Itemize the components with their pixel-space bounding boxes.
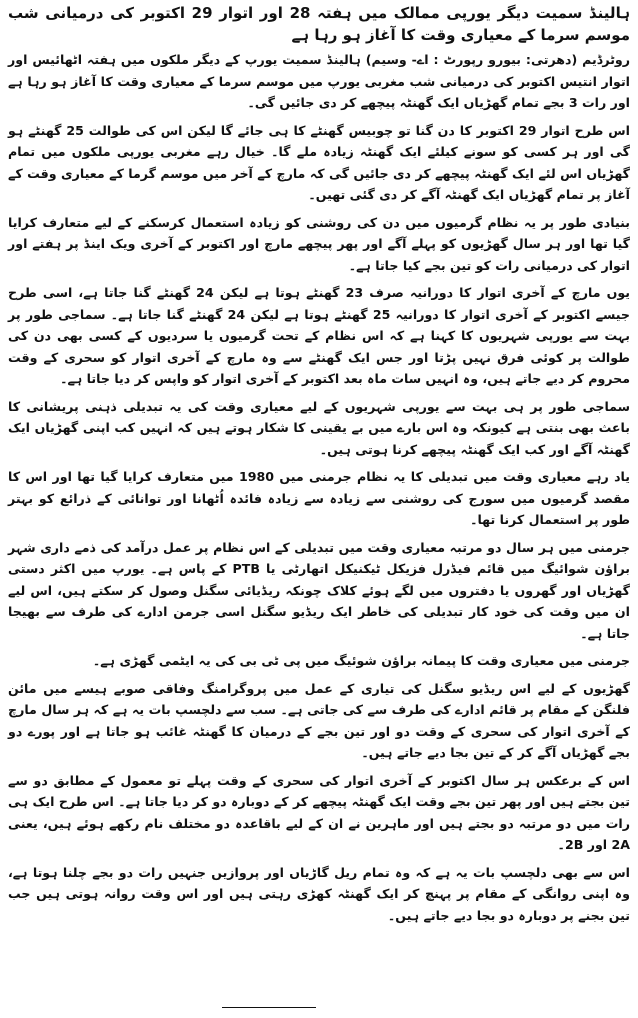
article	[8, 2, 630, 1018]
article-paragraph: اس کے برعکس ہر سال اکتوبر کے آخری اتوار کی سحری کے وقت پہلے تو معمول کے مطابق دو سے تین بجتے ہیں اور پھر تین بجے وقت ایک گھنٹہ پیچھے کر کے دوبارہ دو کر دیا جاتا ہے۔ اس طرح ایک ہی رات میں دو مرتبہ دو بجتے ہیں اور ماہرین نے ان کے لیے باقاعدہ دو مختلف نام رکھے ہوئے ہیں، یعنی 2A اور 2B۔	[8, 772, 630, 852]
article-headline: ہالینڈ سمیت دیگر یورپی ممالک میں ہفتہ 28 اور اتوار 29 اکتوبر کی درمیانی شب موسم سرما کے معیاری وقت کا آغاز ہو رہا ہے	[8, 4, 630, 44]
end-divider	[222, 1007, 316, 1008]
article-paragraph: سماجی طور پر ہی بہت سے یورپی شہریوں کے لیے معیاری وقت کی یہ تبدیلی ذہنی پریشانی کا باعث بھی بنتی ہے کیونکہ وہ اس بارے میں بے یقینی کا شکار ہوتے ہیں کہ انہیں کب اپنی گھڑیاں ایک گھنٹہ آگے اور کب ایک گھنٹہ پیچھے کرنا ہوتی ہیں۔	[8, 398, 630, 457]
article-paragraph: جرمنی میں ہر سال دو مرتبہ معیاری وقت میں تبدیلی کے اس نظام پر عمل درآمد کی ذمے داری شہر براؤن شوائیگ میں قائم فیڈرل فزیکل ٹیکنیکل اتھارٹی یا PTB کے پاس ہے۔ یورپ میں اکثر دستی گھڑیاں اور گھروں یا دفتروں میں لگے ہوئے کلاک چونکہ ریڈیائی سگنل وصول کر سکتے ہیں، اس لیے ان میں وقت کی خود کار تبدیلی کی خاطر ایک ریڈیو سگنل اسی جرمن ادارے کی طرف سے بھیجا جاتا ہے۔	[8, 539, 631, 641]
article-paragraph: جرمنی میں معیاری وقت کا پیمانہ براؤن شوئیگ میں پی ٹی بی کی یہ ایٹمی گھڑی ہے۔	[92, 653, 630, 668]
article-paragraph: بنیادی طور پر یہ نظام گرمیوں میں دن کی روشنی کو زیادہ استعمال کرسکنے کے لیے متعارف کرایا گیا تھا اور ہر سال گھڑیوں کو پہلے آگے اور پھر پیچھے مارچ اور اکتوبر کے آخری ویک اینڈ پر ہفتے اور اتوار کی درمیانی رات کو تین بجے کیا جاتا ہے۔	[8, 214, 630, 273]
article-paragraph: یوں مارچ کے آخری اتوار کا دورانیہ صرف 23 گھنٹے ہوتا ہے لیکن 24 گھنٹے گنا جاتا ہے، اسی طرح جیسے اکتوبر کے آخری اتوار کا دورانیہ 25 گھنٹے ہوتا ہے لیکن 24 گھنٹے گنا جاتا ہے۔ سماجی طور پر بہت سے یورپی شہریوں کا کہنا ہے کہ اس نظام کے تحت گرمیوں یا سردیوں کے کسی بھی دن کی طوالت پر کوئی فرق نہیں پڑتا اور جس ایک گھنٹے سے وہ مارچ کے آخری اتوار کو سحری کے وقت محروم کر دیے جاتے ہیں، وہ انہیں سات ماہ بعد اکتوبر کے آخری اتوار کو واپس کر دیا جاتا ہے۔	[8, 285, 630, 386]
article-paragraph: اس سے بھی دلچسپ بات یہ ہے کہ وہ تمام ریل گاڑیاں اور پروازیں جنہیں رات دو بجے چلنا ہوتا ہے، وہ اپنی روانگی کے مقام پر پہنچ کر ایک گھنٹہ کھڑی رہتی ہیں اور اس وقت روانہ ہوتی ہیں جب تین بجنے پر دوبارہ دو بجا دیے جاتے ہیں۔	[8, 864, 630, 923]
article-paragraph: اس طرح اتوار 29 اکتوبر کا دن گنا تو چوبیس گھنٹے کا ہی جائے گا لیکن اس کی طوالت 25 گھنٹے ہو گی اور ہر کسی کو سونے کیلئے ایک گھنٹہ زیادہ ملے گا۔ خیال رہے مغربی یورپی ملکوں میں تمام گھڑیاں اس لئے ایک گھنٹہ پیچھے کر دی جائیں گی کہ مارچ کے آخر میں موسم گرما کے معیاری وقت کے آغاز پر تمام گھڑیاں ایک گھنٹہ آگے کر دی گئی تھیں۔	[8, 122, 630, 202]
article-paragraph: گھڑیوں کے لیے اس ریڈیو سگنل کی تیاری کے عمل میں پروگرامنگ وفاقی صوبے ہیسے میں مائن فلنگن کے مقام پر قائم ادارے کی طرف سے کی جاتی ہے۔ سب سے دلچسپ بات یہ ہے کہ ہر سال مارچ کے آخری اتوار کی سحری کے وقت دو اور تین بجے کے درمیان کا گھنٹہ غائب ہو جاتا ہے اور پورے دو بجے گھڑیاں آگے کر کے تین بجا دیے جاتے ہیں۔	[8, 680, 630, 760]
article-paragraph: روٹرڈیم (دھرتی: بیورو رپورٹ : اے- وسیم) ہالینڈ سمیت یورپ کے دیگر ملکوں میں ہفتہ اٹھائیس اور اتوار انتیس اکتوبر کی درمیانی شب مغربی یورپ میں موسم سرما کے معیاری وقت کا آغاز ہو رہا ہے اور رات 3 بجے تمام گھڑیاں ایک گھنٹہ پیچھے کر دی جائیں گی۔	[8, 52, 630, 110]
article-paragraph: یاد رہے معیاری وقت میں تبدیلی کا یہ نظام جرمنی میں 1980 میں متعارف کرایا گیا تھا اور اس کا مقصد گرمیوں میں سورج کی روشنی سے زیادہ سے زیادہ فائدہ اُٹھانا اور توانائی کے ذرائع کو بہتر طور پر استعمال کرنا تھا۔	[8, 469, 630, 527]
